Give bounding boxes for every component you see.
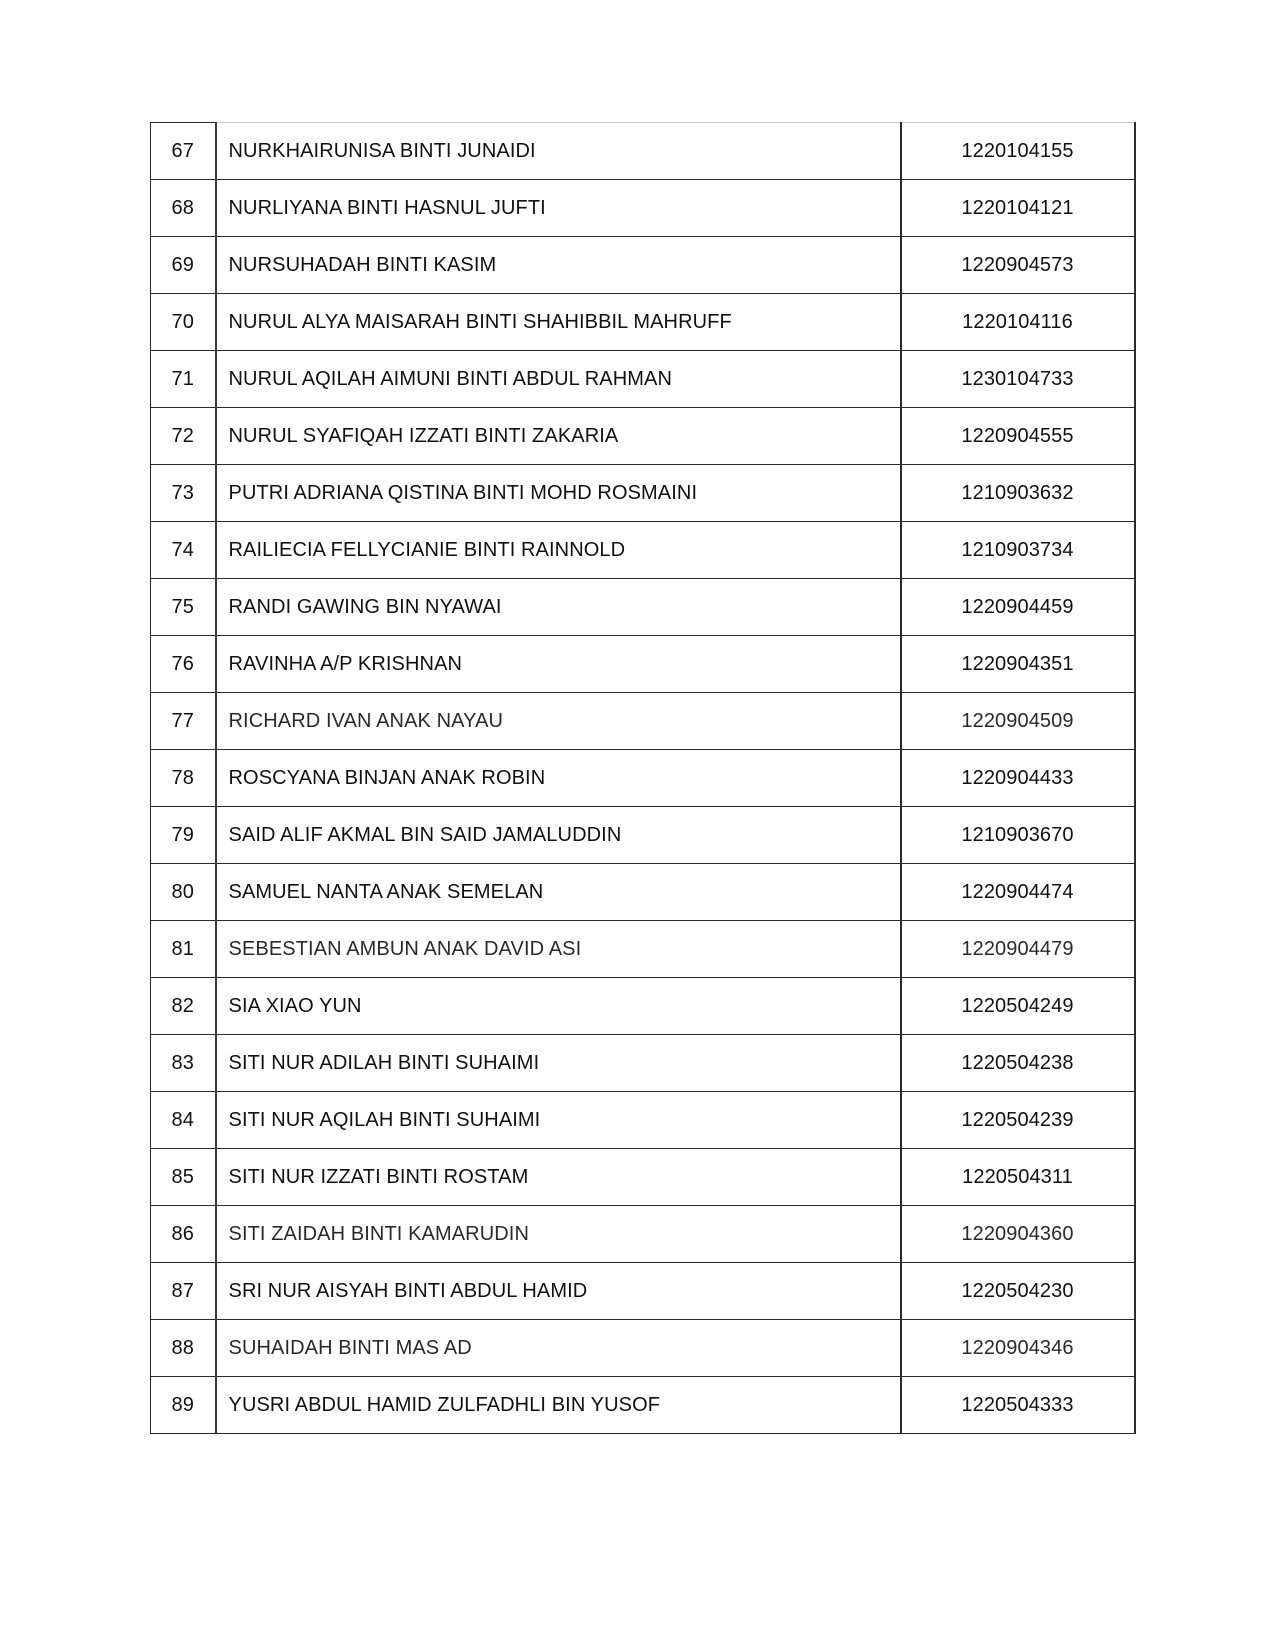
table-row xyxy=(151,1320,1135,1377)
student-id: 1220904459 xyxy=(901,579,1135,636)
table-row xyxy=(151,636,1135,693)
student-id: 1210903632 xyxy=(901,465,1135,522)
student-name: YUSRI ABDUL HAMID ZULFADHLI BIN YUSOF xyxy=(216,1377,901,1434)
student-name: RAVINHA A/P KRISHNAN xyxy=(216,636,901,693)
student-id: 1220104116 xyxy=(901,294,1135,351)
student-name: PUTRI ADRIANA QISTINA BINTI MOHD ROSMAINI xyxy=(216,465,901,522)
roster-table-body xyxy=(151,123,1135,1434)
student-name: SIA XIAO YUN xyxy=(216,978,901,1035)
row-number: 73 xyxy=(151,465,216,522)
student-name: NURLIYANA BINTI HASNUL JUFTI xyxy=(216,180,901,237)
student-name: SAID ALIF AKMAL BIN SAID JAMALUDDIN xyxy=(216,807,901,864)
student-name: SITI ZAIDAH BINTI KAMARUDIN xyxy=(216,1206,901,1263)
table-row xyxy=(151,1035,1135,1092)
student-id: 1220904351 xyxy=(901,636,1135,693)
row-number: 71 xyxy=(151,351,216,408)
table-row xyxy=(151,294,1135,351)
student-name: SAMUEL NANTA ANAK SEMELAN xyxy=(216,864,901,921)
row-number: 70 xyxy=(151,294,216,351)
student-name: ROSCYANA BINJAN ANAK ROBIN xyxy=(216,750,901,807)
student-id: 1220504311 xyxy=(901,1149,1135,1206)
student-id: 1220904555 xyxy=(901,408,1135,465)
student-name: SRI NUR AISYAH BINTI ABDUL HAMID xyxy=(216,1263,901,1320)
table-row xyxy=(151,180,1135,237)
student-name: NURSUHADAH BINTI KASIM xyxy=(216,237,901,294)
row-number: 81 xyxy=(151,921,216,978)
student-name: SITI NUR AQILAH BINTI SUHAIMI xyxy=(216,1092,901,1149)
student-id: 1230104733 xyxy=(901,351,1135,408)
row-number: 87 xyxy=(151,1263,216,1320)
student-id: 1220504249 xyxy=(901,978,1135,1035)
row-number: 74 xyxy=(151,522,216,579)
row-number: 89 xyxy=(151,1377,216,1434)
table-row xyxy=(151,864,1135,921)
row-number: 84 xyxy=(151,1092,216,1149)
table-row xyxy=(151,1149,1135,1206)
row-number: 72 xyxy=(151,408,216,465)
student-id: 1220104155 xyxy=(901,123,1135,180)
student-id: 1220104121 xyxy=(901,180,1135,237)
table-row xyxy=(151,1206,1135,1263)
student-id: 1220504239 xyxy=(901,1092,1135,1149)
row-number: 82 xyxy=(151,978,216,1035)
table-row xyxy=(151,978,1135,1035)
student-name: SEBESTIAN AMBUN ANAK DAVID ASI xyxy=(216,921,901,978)
row-number: 77 xyxy=(151,693,216,750)
student-name: SITI NUR IZZATI BINTI ROSTAM xyxy=(216,1149,901,1206)
table-row xyxy=(151,1377,1135,1434)
student-id: 1220904360 xyxy=(901,1206,1135,1263)
row-number: 83 xyxy=(151,1035,216,1092)
table-row xyxy=(151,237,1135,294)
row-number: 78 xyxy=(151,750,216,807)
student-name: RICHARD IVAN ANAK NAYAU xyxy=(216,693,901,750)
row-number: 68 xyxy=(151,180,216,237)
row-number: 79 xyxy=(151,807,216,864)
row-number: 80 xyxy=(151,864,216,921)
student-name: NURUL AQILAH AIMUNI BINTI ABDUL RAHMAN xyxy=(216,351,901,408)
table-row xyxy=(151,522,1135,579)
student-id: 1220504333 xyxy=(901,1377,1135,1434)
row-number: 88 xyxy=(151,1320,216,1377)
table-row xyxy=(151,750,1135,807)
table-row xyxy=(151,408,1135,465)
student-name: NURUL ALYA MAISARAH BINTI SHAHIBBIL MAHRUFF xyxy=(216,294,901,351)
table-row xyxy=(151,579,1135,636)
row-number: 67 xyxy=(151,123,216,180)
row-number: 85 xyxy=(151,1149,216,1206)
student-name: NURKHAIRUNISA BINTI JUNAIDI xyxy=(216,123,901,180)
student-id: 1220504238 xyxy=(901,1035,1135,1092)
table-row xyxy=(151,351,1135,408)
student-id: 1210903734 xyxy=(901,522,1135,579)
student-id: 1220904474 xyxy=(901,864,1135,921)
table-row xyxy=(151,693,1135,750)
table-row xyxy=(151,123,1135,180)
student-id: 1220904346 xyxy=(901,1320,1135,1377)
student-id: 1220904479 xyxy=(901,921,1135,978)
student-id: 1220904573 xyxy=(901,237,1135,294)
row-number: 86 xyxy=(151,1206,216,1263)
student-id: 1220504230 xyxy=(901,1263,1135,1320)
table-row xyxy=(151,807,1135,864)
table-row xyxy=(151,921,1135,978)
student-id: 1210903670 xyxy=(901,807,1135,864)
table-row xyxy=(151,1263,1135,1320)
student-name: SUHAIDAH BINTI MAS AD xyxy=(216,1320,901,1377)
student-id: 1220904433 xyxy=(901,750,1135,807)
table-row xyxy=(151,1092,1135,1149)
student-name: RAILIECIA FELLYCIANIE BINTI RAINNOLD xyxy=(216,522,901,579)
student-id: 1220904509 xyxy=(901,693,1135,750)
student-name: NURUL SYAFIQAH IZZATI BINTI ZAKARIA xyxy=(216,408,901,465)
row-number: 76 xyxy=(151,636,216,693)
student-name: RANDI GAWING BIN NYAWAI xyxy=(216,579,901,636)
row-number: 69 xyxy=(151,237,216,294)
table-row xyxy=(151,465,1135,522)
student-name: SITI NUR ADILAH BINTI SUHAIMI xyxy=(216,1035,901,1092)
student-roster-table xyxy=(150,122,1136,1434)
row-number: 75 xyxy=(151,579,216,636)
